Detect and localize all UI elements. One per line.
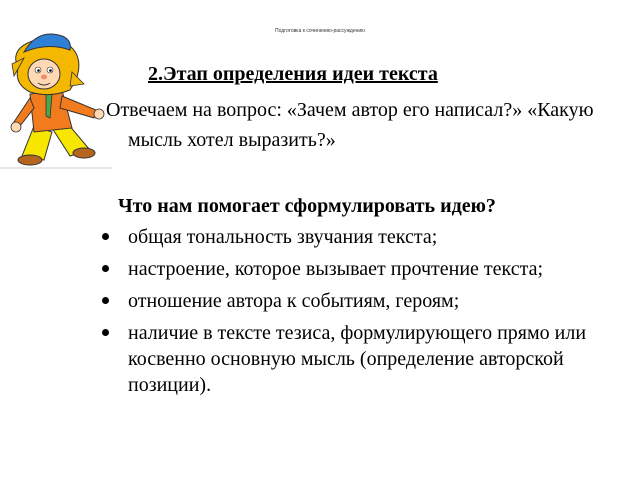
list-item <box>100 288 610 314</box>
list-item-text: отношение автора к событиям, героям; <box>128 290 460 312</box>
bullet-icon <box>102 297 109 304</box>
bullet-list <box>100 224 610 404</box>
slide-heading: 2.Этап определения идеи текста <box>148 63 438 85</box>
slide-small-title: Подготовка к сочинению-рассуждению <box>275 28 365 34</box>
list-item <box>100 256 610 282</box>
bullet-icon <box>102 265 109 272</box>
question-text: Отвечаем на вопрос: «Зачем автор его написал?» «Какую мысль хотел выразить?» <box>106 99 594 151</box>
list-item-text: наличие в тексте тезиса, формулирующего прямо или косвенно основную мысль (определение авторской позиции). <box>128 322 587 396</box>
list-item-text: общая тональность звучания текста; <box>128 226 438 248</box>
bullet-icon <box>102 329 109 336</box>
slide-subheading: Что нам помогает сформулировать идею? <box>118 195 496 217</box>
list-item <box>100 320 610 398</box>
list-item-text: настроение, которое вызывает прочтение текста; <box>128 258 544 280</box>
cartoon-character-icon <box>0 28 112 178</box>
bullet-icon <box>102 233 109 240</box>
list-item <box>100 224 610 250</box>
